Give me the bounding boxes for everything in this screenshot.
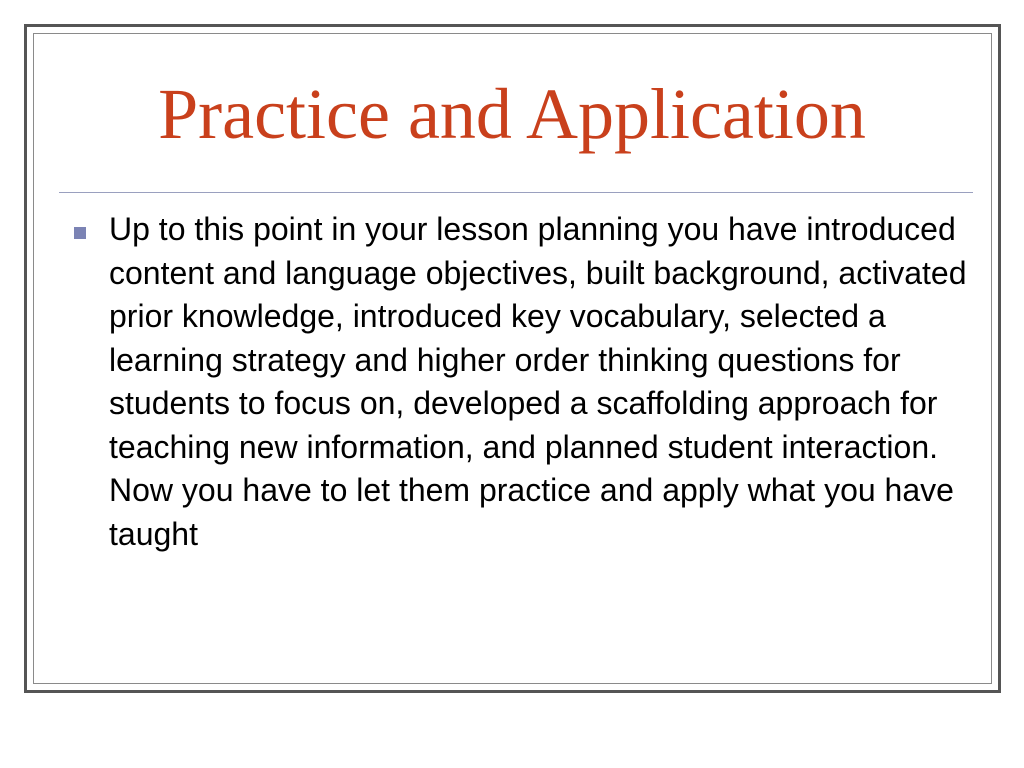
bullet-text: Up to this point in your lesson planning you have introduced content and language objectives, built background, activated prior knowledge, introduced key vocabulary, selected a learning strategy and higher order thinking questions for students to focus on, developed a scaffolding approach for teaching new information, and planned student interaction. Now you have to let them practice and apply what you have taught bbox=[109, 211, 967, 552]
bullet-item bbox=[72, 208, 972, 556]
slide-body bbox=[72, 208, 972, 556]
square-bullet-icon bbox=[74, 227, 86, 239]
slide-title: Practice and Application bbox=[158, 74, 866, 154]
title-divider bbox=[59, 192, 973, 193]
